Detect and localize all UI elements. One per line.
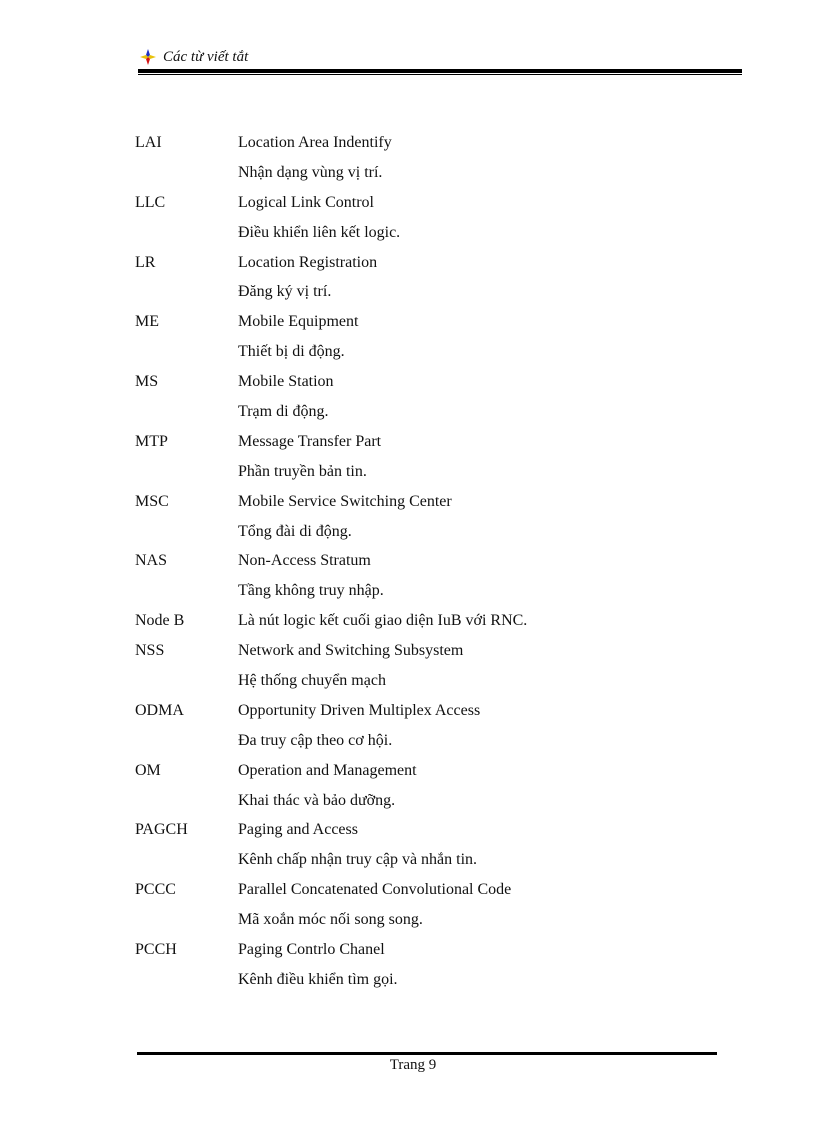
glossary-translation-row xyxy=(135,519,735,549)
abbreviation-expansion: Location Registration xyxy=(238,253,378,271)
glossary-translation-row xyxy=(135,399,735,429)
vietnamese-translation: Tầng không truy nhập. xyxy=(238,582,384,600)
vietnamese-translation: Phần truyền bản tin. xyxy=(238,462,367,480)
glossary-translation-row xyxy=(135,160,735,190)
glossary-translation-row xyxy=(135,339,735,369)
glossary-entry xyxy=(135,608,735,638)
glossary-translation-row xyxy=(135,847,735,877)
abbreviation-expansion: Network and Switching Subsystem xyxy=(238,642,464,660)
abbreviation-term: PCCH xyxy=(135,941,177,959)
abbreviation-term: NAS xyxy=(135,552,168,570)
glossary-translation-row xyxy=(135,578,735,608)
glossary-entry xyxy=(135,937,735,967)
vietnamese-translation: Mã xoắn móc nối song song. xyxy=(238,911,423,929)
abbreviation-term: Node B xyxy=(135,612,185,630)
glossary-translation-row xyxy=(135,279,735,309)
abbreviation-list xyxy=(135,130,735,997)
abbreviation-expansion: Message Transfer Part xyxy=(238,432,382,450)
glossary-entry xyxy=(135,817,735,847)
abbreviation-term: LR xyxy=(135,253,156,271)
page-number: Trang 9 xyxy=(389,1057,437,1073)
abbreviation-expansion: Non-Access Stratum xyxy=(238,552,371,570)
abbreviation-term: LLC xyxy=(135,193,166,211)
glossary-entry xyxy=(135,877,735,907)
abbreviation-term: NSS xyxy=(135,642,165,660)
glossary-entry xyxy=(135,250,735,280)
abbreviation-term: PAGCH xyxy=(135,821,188,839)
glossary-translation-row xyxy=(135,459,735,489)
vietnamese-translation: Đăng ký vị trí. xyxy=(238,283,332,301)
glossary-entry xyxy=(135,190,735,220)
glossary-entry xyxy=(135,309,735,339)
glossary-entry xyxy=(135,698,735,728)
vietnamese-translation: Đa truy cập theo cơ hội. xyxy=(238,731,393,749)
abbreviation-expansion: Paging and Access xyxy=(238,821,358,839)
vietnamese-translation: Hệ thống chuyển mạch xyxy=(238,672,386,690)
abbreviation-term: OM xyxy=(135,761,161,779)
glossary-entry xyxy=(135,369,735,399)
glossary-translation-row xyxy=(135,668,735,698)
glossary-entry xyxy=(135,548,735,578)
vietnamese-translation: Trạm di động. xyxy=(238,403,329,421)
footer-rule xyxy=(137,1052,717,1055)
abbreviation-term: LAI xyxy=(135,134,162,151)
vietnamese-translation: Điều khiển liên kết logic. xyxy=(238,223,401,241)
abbreviation-expansion: Mobile Station xyxy=(238,373,334,391)
abbreviation-term: PCCC xyxy=(135,881,176,899)
abbreviation-expansion: Là nút logic kết cuối giao diện IuB với RNC. xyxy=(238,612,528,630)
abbreviation-term: MSC xyxy=(135,492,169,510)
page-header xyxy=(138,46,742,78)
glossary-translation-row xyxy=(135,907,735,937)
abbreviation-expansion: Operation and Management xyxy=(238,761,417,779)
vietnamese-translation: Nhận dạng vùng vị trí. xyxy=(238,163,383,181)
glossary-entry xyxy=(135,758,735,788)
glossary-entry xyxy=(135,489,735,519)
abbreviation-expansion: Paging Contrlo Chanel xyxy=(238,941,385,959)
vietnamese-translation: Khai thác và bảo dưỡng. xyxy=(238,791,396,809)
vietnamese-translation: Kênh điều khiển tìm gọi. xyxy=(238,970,398,988)
abbreviation-expansion: Logical Link Control xyxy=(238,193,374,211)
vietnamese-translation: Tổng đài di động. xyxy=(238,522,352,540)
glossary-translation-row xyxy=(135,728,735,758)
abbreviation-term: ODMA xyxy=(135,701,184,719)
abbreviation-expansion: Opportunity Driven Multiplex Access xyxy=(238,701,481,719)
abbreviation-term: MS xyxy=(135,373,159,391)
abbreviation-expansion: Mobile Service Switching Center xyxy=(238,492,452,510)
header-rule-thin xyxy=(138,74,742,75)
abbreviation-term: ME xyxy=(135,313,159,331)
four-point-star-icon xyxy=(140,49,156,65)
abbreviation-expansion: Location Area Indentify xyxy=(238,134,392,151)
abbreviation-expansion: Mobile Equipment xyxy=(238,313,359,331)
glossary-entry xyxy=(135,638,735,668)
abbreviation-term: MTP xyxy=(135,432,168,450)
vietnamese-translation: Thiết bị di động. xyxy=(238,343,345,361)
glossary-translation-row xyxy=(135,967,735,997)
glossary-translation-row xyxy=(135,788,735,818)
glossary-entry xyxy=(135,429,735,459)
abbreviation-expansion: Parallel Concatenated Convolutional Code xyxy=(238,881,512,899)
header-rule xyxy=(138,69,742,73)
header-title: Các từ viết tắt xyxy=(163,49,249,65)
vietnamese-translation: Kênh chấp nhận truy cập và nhắn tin. xyxy=(238,851,478,869)
glossary-entry xyxy=(135,130,735,160)
glossary-translation-row xyxy=(135,220,735,250)
